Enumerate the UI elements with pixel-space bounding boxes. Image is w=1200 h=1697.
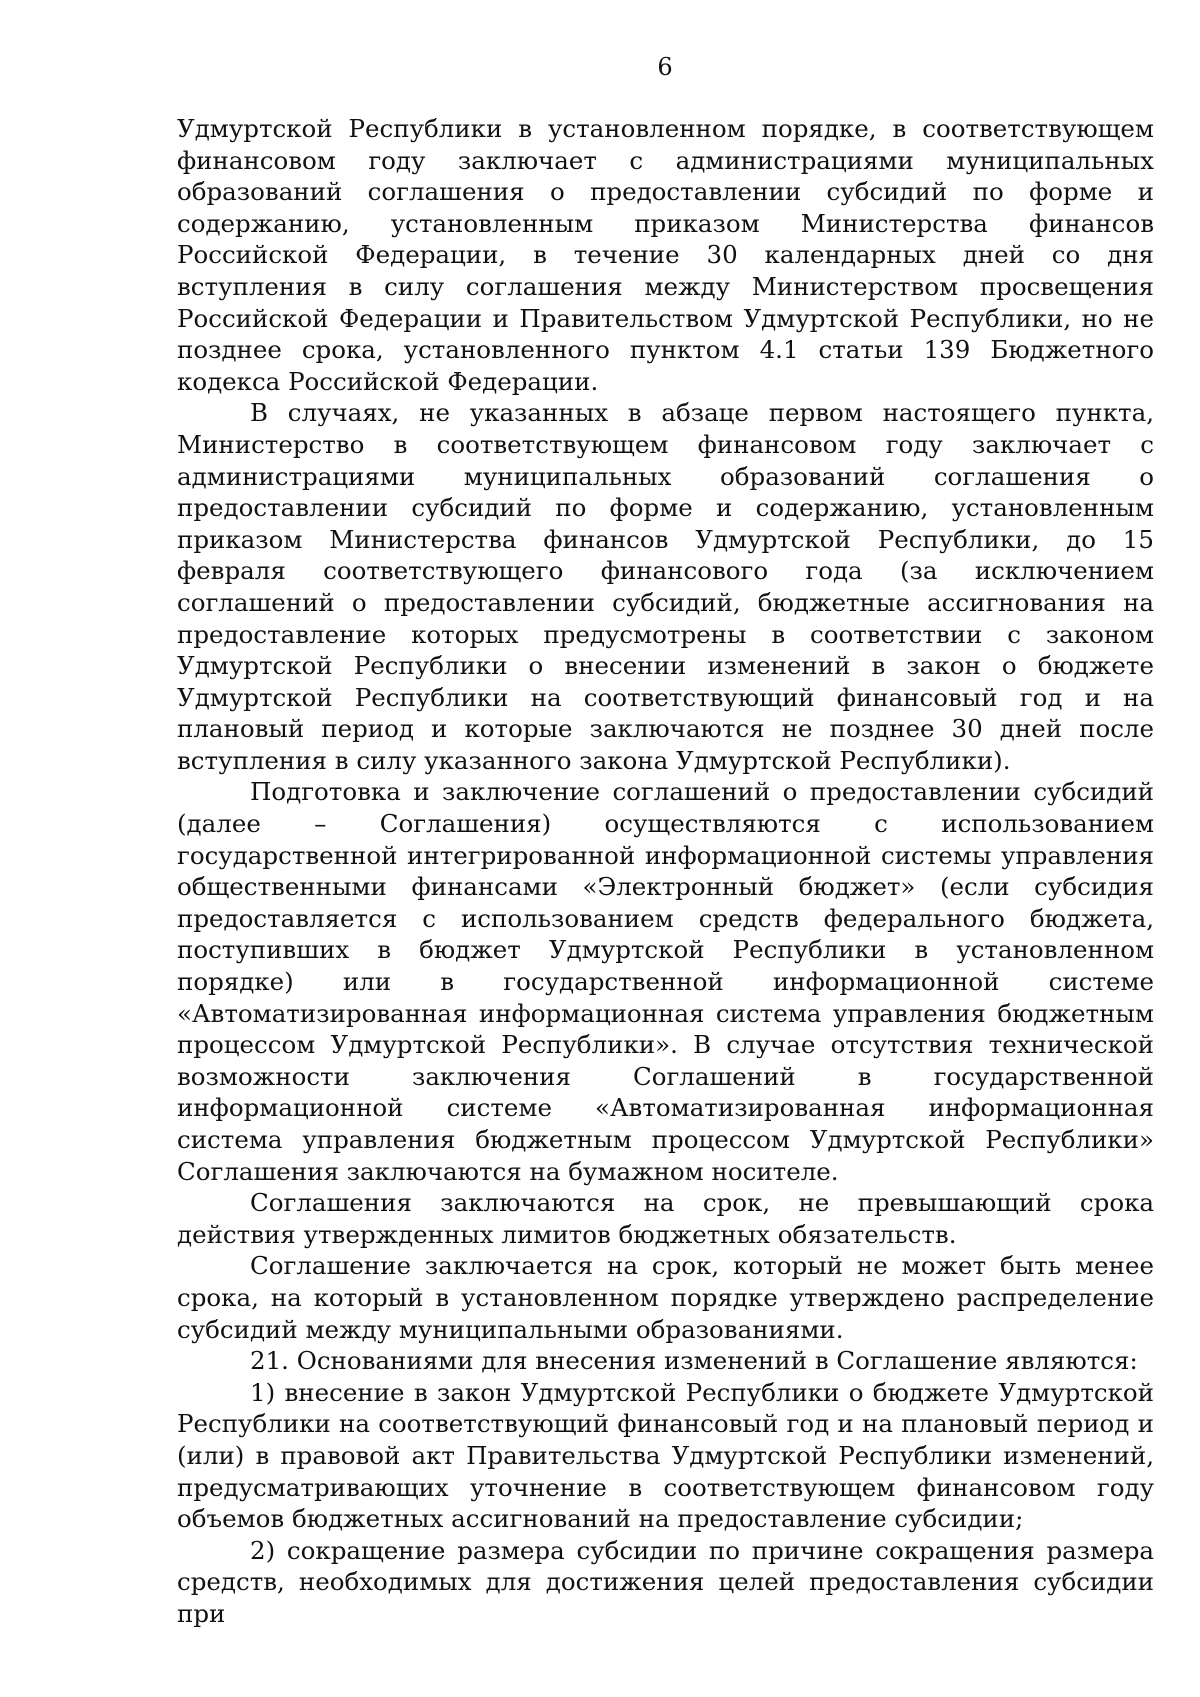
paragraph-item-21-heading: 21. Основаниями для внесения изменений в Соглашение являются: xyxy=(250,1346,1138,1376)
paragraph-continuation: Удмуртской Республики в установленном порядке, в соответствующем финансовом году заключает с администрациями муниципальных образований соглашения о предоставлении субсидий по форме и содержанию, установленным приказом Министерства финансов Российской Федерации, в течение 30 календарных дней со дня вступления в силу соглашения между Министерством просвещения Российской Федерации и Правительством Удмуртской Республики, но не позднее срока, установленного пунктом 4.1 статьи 139 Бюджетного кодекса Российской Федерации. xyxy=(177,114,1154,396)
paragraph-term-limits: Соглашения заключаются на срок, не превышающий срока действия утвержденных лимитов бюджетных обязательств. xyxy=(177,1188,1154,1249)
paragraph-other-cases: В случаях, не указанных в абзаце первом настоящего пункта, Министерство в соответствующем финансовом году заключает с администрациями муниципальных образований соглашения о предоставлении субсидий по форме и содержанию, установленным приказом Министерства финансов Удмуртской Республики, до 15 февраля соответствующего финансового года (за исключением соглашений о предоставлении субсидий, бюджетные ассигнования на предоставление которых предусмотрены в соответствии с законом Удмуртской Республики о внесении изменений в закон о бюджете Удмуртской Республики на соответствующий финансовый год и на плановый период и которые заключаются не позднее 30 дней после вступления в силу указанного закона Удмуртской Республики). xyxy=(177,398,1154,775)
paragraph-subitem-1: 1) внесение в закон Удмуртской Республики о бюджете Удмуртской Республики на соответствующий финансовый год и на плановый период и (или) в правовой акт Правительства Удмуртской Республики изменений, предусматривающих уточнение в соответствующем финансовом году объемов бюджетных ассигнований на предоставление субсидии; xyxy=(177,1377,1154,1534)
paragraph-preparation: Подготовка и заключение соглашений о предоставлении субсидий (далее – Соглашения) осуществляются с использованием государственной интегрированной информационной системы управления общественными финансами «Электронный бюджет» (если субсидия предоставляется с использованием средств федерального бюджета, поступивших в бюджет Удмуртской Республики в установленном порядке) или в государственной информационной системе «Автоматизированная информационная система управления бюджетным процессом Удмуртской Республики». В случае отсутствия технической возможности заключения Соглашений в государственной информационной системе «Автоматизированная информационная система управления бюджетным процессом Удмуртской Республики» Соглашения заключаются на бумажном носителе. xyxy=(177,777,1154,1186)
paragraph-subitem-2: 2) сокращение размера субсидии по причине сокращения размера средств, необходимых для достижения целей предоставления субсидии при xyxy=(177,1535,1154,1628)
page-number: 6 xyxy=(657,53,673,81)
document-body xyxy=(177,113,1154,1630)
paragraph-term-distribution: Соглашение заключается на срок, который не может быть менее срока, на который в установленном порядке утверждено распределение субсидий между муниципальными образованиями. xyxy=(177,1251,1154,1344)
